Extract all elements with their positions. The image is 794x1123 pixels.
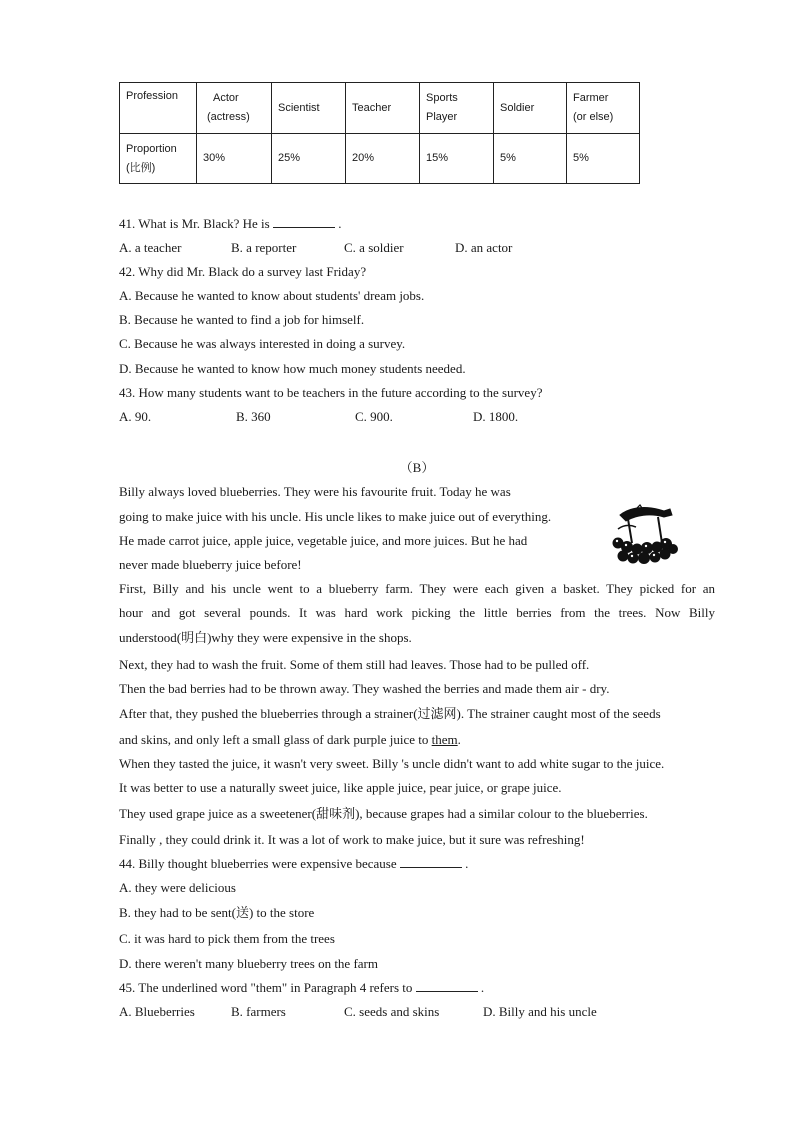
header-cell-scientist: Scientist	[272, 83, 346, 134]
passage-p1-line2: going to make juice with his uncle. His uncle likes to make juice out of everything.	[119, 509, 552, 524]
value-cell-scientist: 25%	[272, 134, 346, 184]
value-cell-actor: 30%	[197, 134, 272, 184]
q43-option-b: B. 360	[236, 409, 271, 424]
q44-option-a: A. they were delicious	[119, 880, 236, 895]
passage-p3-line2: Then the bad berries had to be thrown away. They washed the berries and made them air - dry.	[119, 681, 610, 696]
q45-option-a: A. Blueberries	[119, 1004, 195, 1019]
q41-option-b: B. a reporter	[231, 240, 297, 255]
q44-option-c: C. it was hard to pick them from the trees	[119, 931, 335, 946]
q42-stem: 42. Why did Mr. Black do a survey last Friday?	[119, 264, 367, 279]
answer-blank	[400, 856, 462, 868]
q42-option-b: B. Because he wanted to find a job for himself.	[119, 312, 365, 327]
header-cell-teacher: Teacher	[346, 83, 420, 134]
q43-stem: 43. How many students want to be teachers in the future according to the survey?	[119, 385, 543, 400]
q41-option-c: C. a soldier	[344, 240, 404, 255]
q41-stem: 41. What is Mr. Black? He is .	[119, 216, 342, 231]
header-cell-actor: Actor (actress)	[197, 83, 272, 134]
underlined-word-them: them	[431, 732, 458, 747]
passage-p5-line2: It was better to use a naturally sweet juice, like apple juice, pear juice, or grape juice.	[119, 780, 562, 795]
passage-p5-line1: When they tasted the juice, it wasn't very sweet. Billy 's uncle didn't want to add white sugar to the juice.	[119, 756, 665, 771]
passage-p1-line3: He made carrot juice, apple juice, vegetable juice, and more juices. But he had	[119, 533, 528, 548]
passage-p5-line4: Finally , they could drink it. It was a lot of work to make juice, but it sure was refreshing!	[119, 832, 585, 847]
answer-blank	[273, 216, 335, 228]
q43-option-c: C. 900.	[355, 409, 393, 424]
section-b-heading: （B）	[399, 460, 435, 475]
table-header-row	[120, 83, 640, 134]
q43-options	[119, 409, 518, 425]
row-label-proportion: Proportion (比例)	[120, 134, 197, 184]
q41-option-a: A. a teacher	[119, 240, 182, 255]
q44-stem: 44. Billy thought blueberries were expensive because .	[119, 856, 469, 871]
blueberry-basket-illustration	[606, 503, 680, 565]
header-cell-profession: Profession	[120, 83, 197, 134]
q42-option-c: C. Because he was always interested in doing a survey.	[119, 336, 406, 351]
passage-p2-line3: understood(明白)why they were expensive in the shops.	[119, 630, 412, 645]
q42-option-a: A. Because he wanted to know about students' dream jobs.	[119, 288, 425, 303]
q41-option-d: D. an actor	[455, 240, 513, 255]
q41-options	[119, 240, 512, 256]
q45-option-b: B. farmers	[231, 1004, 286, 1019]
answer-blank	[416, 980, 478, 992]
q43-option-a: A. 90.	[119, 409, 152, 424]
table-value-row	[120, 134, 640, 184]
q45-option-d: D. Billy and his uncle	[483, 1004, 597, 1019]
q45-options	[119, 1004, 597, 1020]
q45-option-c: C. seeds and skins	[344, 1004, 440, 1019]
passage-p2-line2: hour and got several pounds. It was hard work picking the little berries from the trees. Now Billy	[119, 605, 715, 620]
value-cell-farmer: 5%	[567, 134, 640, 184]
q43-option-d: D. 1800.	[473, 409, 519, 424]
q45-stem: 45. The underlined word "them" in Paragraph 4 refers to .	[119, 980, 485, 995]
passage-p3-line1: Next, they had to wash the fruit. Some of them still had leaves. Those had to be pulled off.	[119, 657, 590, 672]
passage-p1-line1: Billy always loved blueberries. They were his favourite fruit. Today he was	[119, 484, 511, 499]
passage-p4-line2: and skins, and only left a small glass of dark purple juice to them.	[119, 732, 461, 747]
survey-table	[119, 82, 640, 184]
passage-p2-line1: First, Billy and his uncle went to a blueberry farm. They were each given a basket. They picked for an	[119, 581, 715, 596]
header-cell-soldier: Soldier	[494, 83, 567, 134]
value-cell-teacher: 20%	[346, 134, 420, 184]
value-cell-soldier: 5%	[494, 134, 567, 184]
passage-p4-line1: After that, they pushed the blueberries through a strainer(过滤网). The strainer caught most of the seeds	[119, 706, 661, 721]
q44-option-b: B. they had to be sent(送) to the store	[119, 905, 315, 920]
value-cell-sports-player: 15%	[420, 134, 494, 184]
q44-option-d: D. there weren't many blueberry trees on the farm	[119, 956, 378, 971]
header-cell-sports-player: Sports Player	[420, 83, 494, 134]
q42-option-d: D. Because he wanted to know how much money students needed.	[119, 361, 466, 376]
header-cell-farmer: Farmer (or else)	[567, 83, 640, 134]
passage-p5-line3: They used grape juice as a sweetener(甜味剂), because grapes had a similar colour to the blueberries.	[119, 806, 648, 821]
passage-p1-line4: never made blueberry juice before!	[119, 557, 302, 572]
